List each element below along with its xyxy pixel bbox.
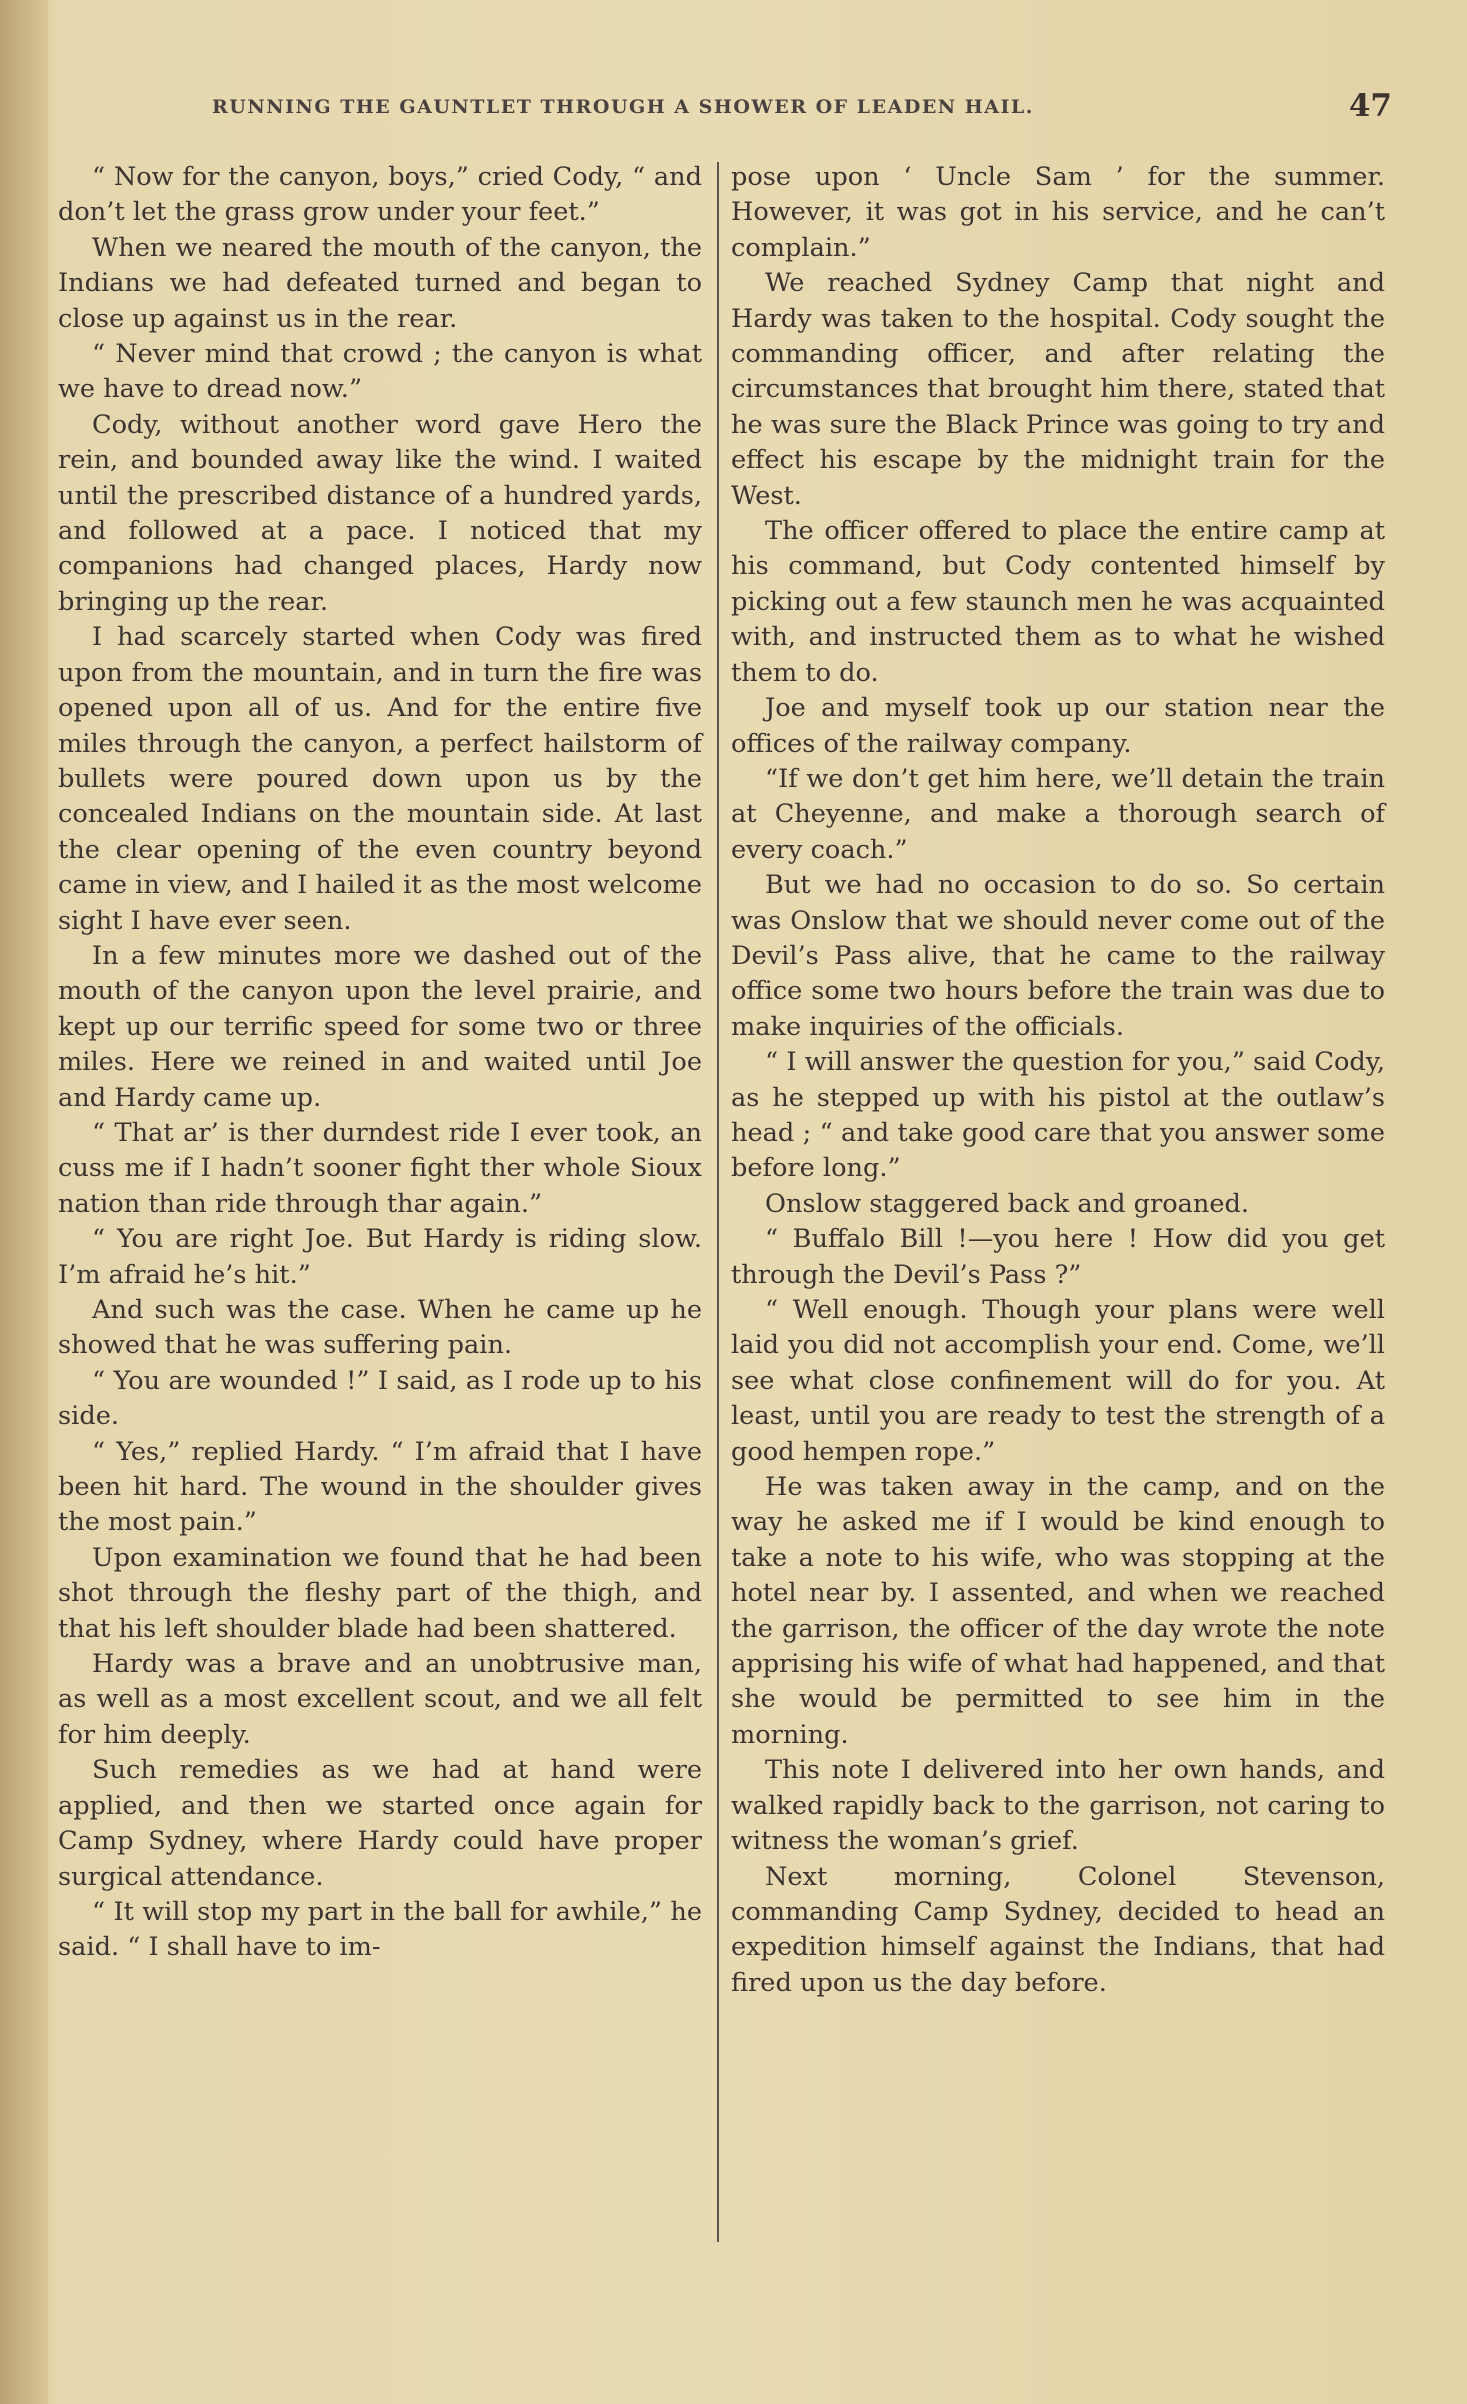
paragraph: “ I will answer the question for you,” said Cody, as he stepped up with his pistol at the outlaw’s head ; “ and take good care that you answer some before long.” (731, 1047, 1385, 1184)
paragraph: Joe and myself took up our station near the offices of the railway company. (731, 693, 1385, 759)
paragraph: But we had no occasion to do so. So certain was Onslow that we should never come out of the Devil’s Pass alive, that he came to the railway office some two hours before the train was due to make inquiries of the officials. (731, 870, 1385, 1042)
column-rule (717, 162, 719, 2242)
paragraph: The officer offered to place the entire camp at his command, but Cody contented himself by picking out a few staunch men he was acquainted with, and instructed them as to what he wished them to do. (731, 516, 1385, 688)
paragraph: “ Yes,” replied Hardy. “ I’m afraid that I have been hit hard. The wound in the shoulder gives the most pain.” (58, 1436, 702, 1538)
paragraph: “ It will stop my part in the ball for awhile,” he said. “ I shall have to im- (58, 1896, 702, 1963)
right-column (731, 160, 1385, 2260)
paragraph-continued: pose upon ‘ Uncle Sam ’ for the summer. However, it was got in his service, and he can’t complain.” (731, 162, 1385, 263)
running-head: RUNNING THE GAUNTLET THROUGH A SHOWER OF LEADEN HAIL. (212, 96, 1034, 118)
paragraph: Onslow staggered back and groaned. (765, 1188, 1250, 1219)
paragraph: Such remedies as we had at hand were applied, and then we started once again for Camp Sydney, where Hardy could have proper surgical attendance. (58, 1755, 702, 1892)
paragraph: Next morning, Colonel Stevenson, commanding Camp Sydney, decided to head an expedition himself against the Indians, that had fired upon us the day before. (731, 1861, 1385, 1998)
paragraph: “ Now for the canyon, boys,” cried Cody, “ and don’t let the grass grow under your feet.” (58, 162, 702, 228)
paragraph: “ That ar’ is ther durndest ride I ever took, an cuss me if I hadn’t sooner fight ther whole Sioux nation than ride through thar again.” (58, 1117, 702, 1219)
page-spine-shadow (0, 0, 48, 2404)
paragraph: “ Buffalo Bill !—you here ! How did you get through the Devil’s Pass ?” (731, 1224, 1385, 1290)
paragraph: “If we don’t get him here, we’ll detain the train at Cheyenne, and make a thorough search of every coach.” (731, 763, 1385, 865)
paragraph: This note I delivered into her own hands, and walked rapidly back to the garrison, not caring to witness the woman’s grief. (731, 1755, 1385, 1857)
paragraph: And such was the case. When he came up he showed that he was suffering pain. (58, 1295, 702, 1361)
paragraph: We reached Sydney Camp that night and Hardy was taken to the hospital. Cody sought the commanding officer, and after relating the circumstances that brought him there, stated that he was sure the Black Prince was going to try and effect his escape by the midnight train for the West. (731, 268, 1385, 511)
page-header (212, 88, 1392, 136)
paragraph: Hardy was a brave and an unobtrusive man, as well as a most excellent scout, and we all felt for him deeply. (58, 1649, 702, 1750)
paragraph: I had scarcely started when Cody was fired upon from the mountain, and in turn the fire was opened upon all of us. And for the entire five miles through the canyon, a perfect hailstorm of bullets were poured down upon us by the concealed Indians on the mountain side. At last the clear opening of the even country beyond came in view, and I hailed it as the most welcome sight I have ever seen. (58, 622, 702, 936)
paragraph: “ Well enough. Though your plans were well laid you did not accomplish your end. Come, we’ll see what close confinement will do for you. At least, until you are ready to test the strength of a good hempen rope.” (731, 1295, 1385, 1467)
paragraph: In a few minutes more we dashed out of the mouth of the canyon upon the level prairie, and kept up our terrific speed for some two or three miles. Here we reined in and waited until Joe and Hardy came up. (58, 940, 702, 1113)
paragraph: “ You are right Joe. But Hardy is riding slow. I’m afraid he’s hit.” (58, 1224, 702, 1290)
paragraph: “ Never mind that crowd ; the canyon is what we have to dread now.” (58, 339, 702, 405)
paragraph: Cody, without another word gave Hero the rein, and bounded away like the wind. I waited until the prescribed distance of a hundred yards, and followed at a pace. I noticed that my companions had changed places, Hardy now bringing up the rear. (58, 409, 702, 617)
paragraph: “ You are wounded !” I said, as I rode up to his side. (58, 1365, 702, 1432)
left-column (58, 160, 702, 2260)
page-number: 47 (1348, 88, 1392, 124)
paragraph: Upon examination we found that he had been shot through the fleshy part of the thigh, and that his left shoulder blade had been shattered. (58, 1542, 702, 1644)
paragraph: When we neared the mouth of the canyon, the Indians we had defeated turned and began to close up against us in the rear. (58, 232, 702, 334)
paragraph: He was taken away in the camp, and on the way he asked me if I would be kind enough to take a note to his wife, who was stopping at the hotel near by. I assented, and when we reached the garrison, the officer of the day wrote the note apprising his wife of what had happened, and that she would be permitted to see him in the morning. (731, 1472, 1385, 1750)
